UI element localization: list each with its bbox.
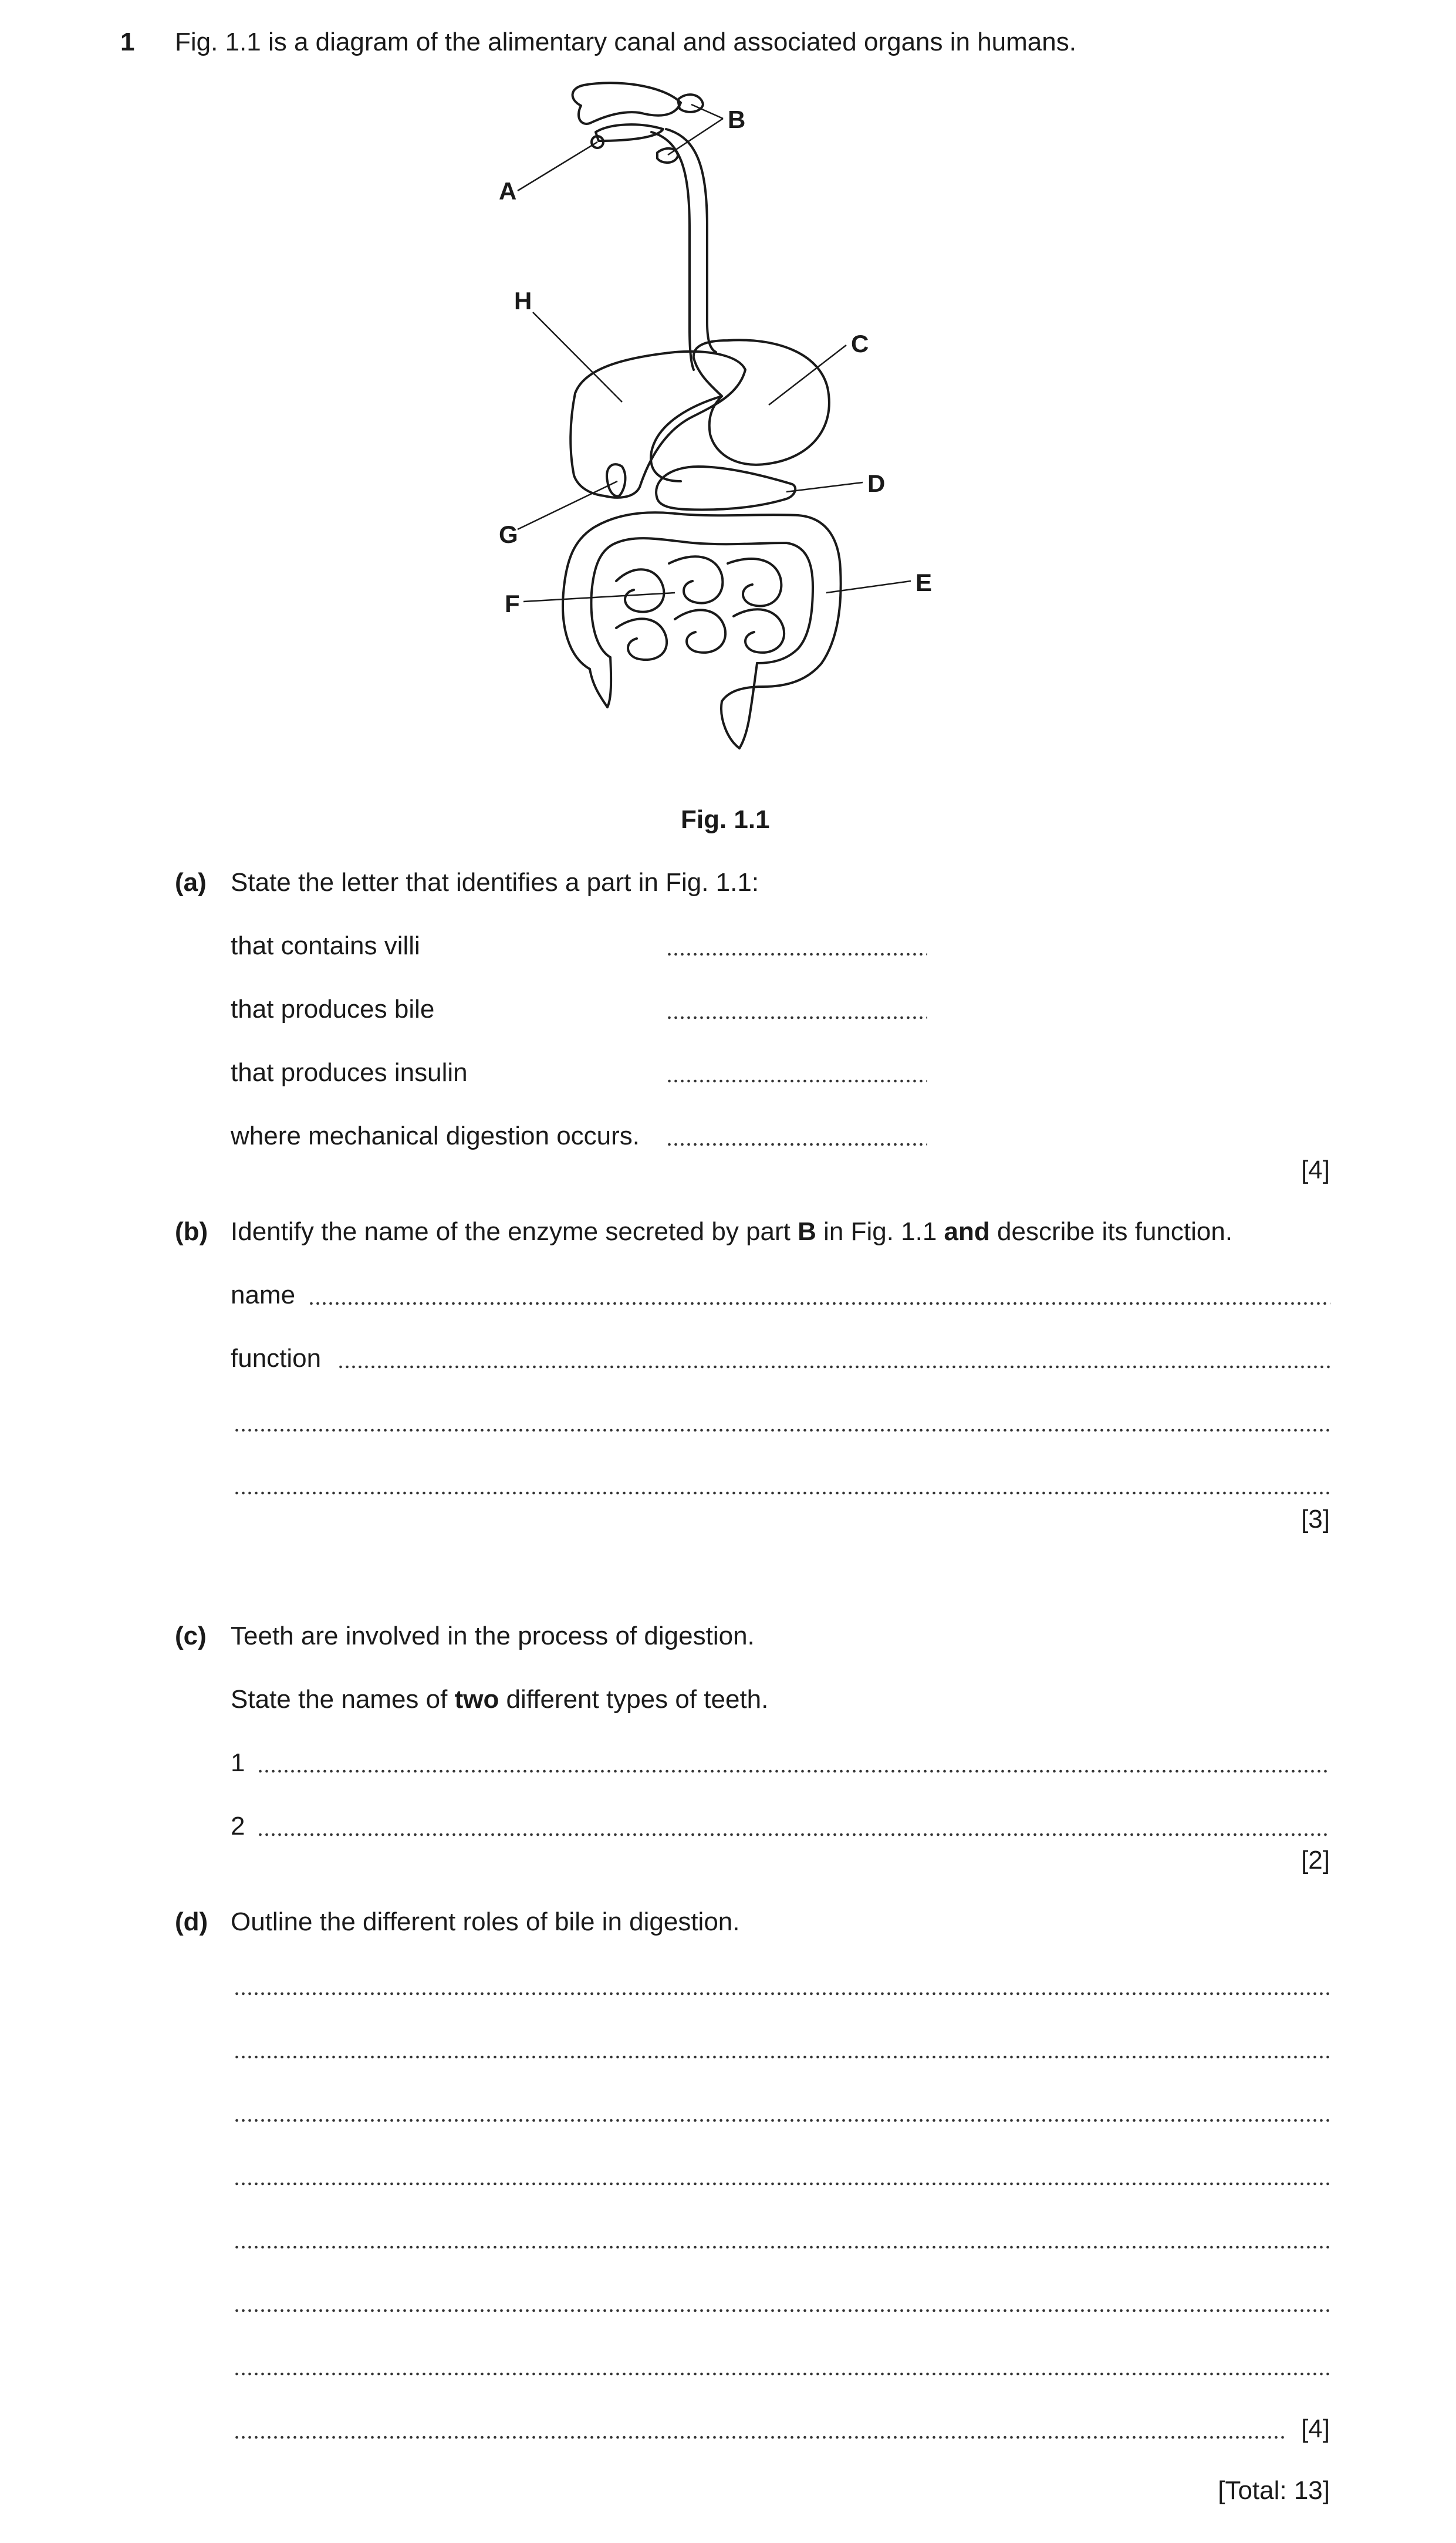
part-b-name-label: name xyxy=(231,1281,296,1309)
part-a-label: (a) xyxy=(175,868,207,897)
appendix-outline xyxy=(590,657,611,707)
rectum-outline xyxy=(721,663,757,748)
label-line-e xyxy=(826,581,911,593)
part-b-prompt: Identify the name of the enzyme secreted by part B in Fig. 1.1 and describe its function. xyxy=(231,1217,1233,1246)
label-line-a xyxy=(518,142,597,191)
answer-line[interactable] xyxy=(257,1769,1330,1773)
answer-line[interactable] xyxy=(234,2119,1330,2122)
label-line-f xyxy=(523,593,675,602)
part-d-label: (d) xyxy=(175,1907,208,1936)
figure-label-e: E xyxy=(916,569,933,596)
answer-line[interactable] xyxy=(234,1491,1330,1495)
figure-label-c: C xyxy=(851,330,869,357)
figure-label-h: H xyxy=(514,287,532,315)
small-intestine-coil xyxy=(616,619,667,660)
mouth-outline xyxy=(573,83,681,124)
answer-line[interactable] xyxy=(234,2245,1330,2249)
part-c-line-number: 2 xyxy=(231,1812,245,1840)
alimentary-canal-diagram xyxy=(481,76,992,769)
question-number: 1 xyxy=(120,28,135,56)
answer-line[interactable] xyxy=(666,1143,927,1146)
part-a-item: that produces insulin xyxy=(231,1058,468,1087)
answer-line[interactable] xyxy=(337,1365,1330,1369)
figure-label-b: B xyxy=(728,106,746,133)
pancreas-outline xyxy=(656,467,795,509)
oesophagus-right xyxy=(666,129,716,352)
part-a-marks: [4] xyxy=(1301,1156,1330,1184)
stomach-outline xyxy=(694,340,829,464)
answer-line[interactable] xyxy=(666,1016,927,1019)
answer-line[interactable] xyxy=(234,2182,1330,2186)
answer-line[interactable] xyxy=(234,2436,1284,2439)
answer-line[interactable] xyxy=(234,2372,1330,2376)
answer-line[interactable] xyxy=(234,1428,1330,1432)
part-a-item: that contains villi xyxy=(231,931,420,960)
part-d-marks: [4] xyxy=(1301,2414,1330,2443)
question-stem: Fig. 1.1 is a diagram of the alimentary canal and associated organs in humans. xyxy=(175,28,1076,56)
figure-label-f: F xyxy=(505,590,520,617)
part-c-prompt: State the names of two different types of teeth. xyxy=(231,1685,769,1714)
part-c-label: (c) xyxy=(175,1622,207,1650)
part-c-line-number: 1 xyxy=(231,1748,245,1777)
part-a-item: that produces bile xyxy=(231,995,435,1024)
answer-line[interactable] xyxy=(666,953,927,956)
answer-line[interactable] xyxy=(234,2055,1330,2059)
figure-label-d: D xyxy=(867,470,886,497)
answer-line[interactable] xyxy=(234,2309,1330,2312)
oesophagus-left xyxy=(651,132,694,370)
answer-line[interactable] xyxy=(257,1833,1330,1836)
small-intestine-coil xyxy=(728,559,781,606)
total-marks: [Total: 13] xyxy=(1218,2476,1330,2505)
figure-caption: Fig. 1.1 xyxy=(681,805,770,834)
part-b-label: (b) xyxy=(175,1217,208,1246)
label-line-c xyxy=(769,345,846,405)
small-intestine-coil xyxy=(675,610,725,653)
part-b-marks: [3] xyxy=(1301,1505,1330,1534)
part-c-marks: [2] xyxy=(1301,1846,1330,1875)
part-b-function-label: function xyxy=(231,1344,322,1373)
part-c-statement: Teeth are involved in the process of digestion. xyxy=(231,1622,755,1650)
part-a-item: where mechanical digestion occurs. xyxy=(231,1122,640,1150)
small-intestine-coil xyxy=(669,556,722,603)
small-intestine-coil xyxy=(734,609,784,653)
label-line-d xyxy=(786,482,863,492)
large-intestine-outline xyxy=(563,512,841,701)
figure-label-a: A xyxy=(499,177,517,205)
answer-line[interactable] xyxy=(666,1079,927,1083)
gall-bladder-outline xyxy=(607,464,625,496)
small-intestine-coil xyxy=(616,569,664,612)
answer-line[interactable] xyxy=(234,1992,1330,1995)
part-a-prompt: State the letter that identifies a part in Fig. 1.1: xyxy=(231,868,759,897)
answer-line[interactable] xyxy=(308,1302,1330,1305)
label-line-b2 xyxy=(668,119,723,155)
part-d-prompt: Outline the different roles of bile in digestion. xyxy=(231,1907,740,1936)
figure-label-g: G xyxy=(499,521,518,548)
